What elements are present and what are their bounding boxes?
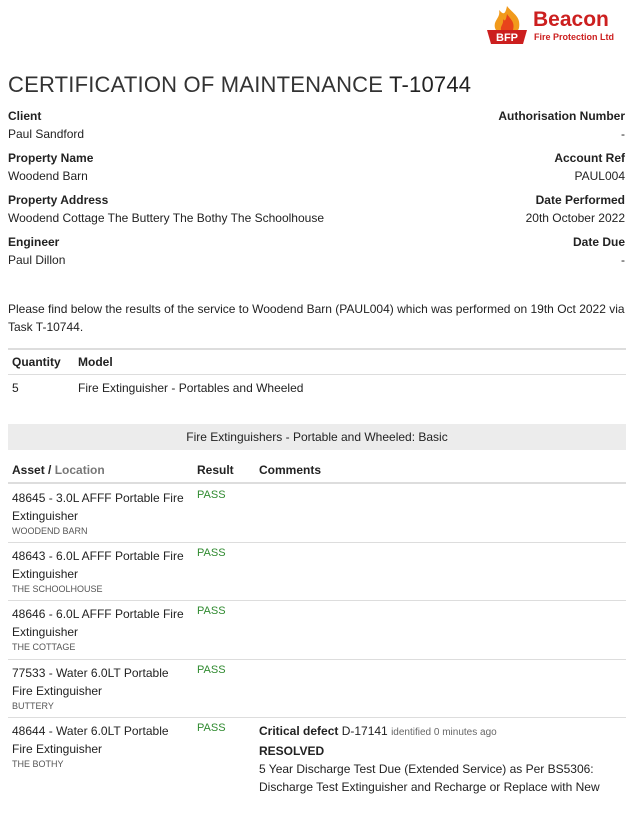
company-logo (483, 4, 623, 46)
date-due-value: - (621, 253, 625, 267)
asset-location: THE BOTHY (12, 759, 64, 769)
quantity-header: Quantity (8, 349, 74, 375)
client-value: Paul Sandford (8, 127, 85, 141)
authorisation-number-label: Authorisation Number (498, 109, 625, 123)
location-header: Location (54, 463, 105, 477)
result-badge: PASS (197, 664, 226, 676)
header-separator: / (48, 463, 52, 477)
defect-identified-time: identified 0 minutes ago (391, 727, 497, 738)
assets-header-row (8, 458, 626, 484)
account-ref-value: PAUL004 (574, 169, 625, 183)
property-address-label: Property Address (8, 193, 109, 207)
result-header: Result (197, 463, 234, 477)
comments-header: Comments (259, 463, 322, 477)
defect-id: D-17141 (341, 724, 388, 738)
page-title (8, 72, 471, 98)
intro-text: Please find below the results of the service to Woodend Barn (PAUL004) which was performed on 19th Oct 2022 via Task T-10744. (8, 302, 625, 334)
asset-location: THE COTTAGE (12, 642, 76, 652)
date-due-label: Date Due (572, 235, 625, 249)
account-ref-label: Account Ref (554, 151, 625, 165)
model-cell: Fire Extinguisher - Portables and Wheeled (78, 381, 304, 395)
result-badge: PASS (197, 722, 226, 734)
quantity-cell: 5 (12, 381, 19, 395)
table-row (8, 601, 626, 660)
authorisation-number-value: - (621, 127, 625, 141)
task-number: T-10744 (389, 72, 472, 97)
client-label: Client (8, 109, 42, 123)
defect-status: RESOLVED (259, 744, 325, 758)
asset-name: 77533 - Water 6.0LT Portable Fire Extinguisher (12, 666, 169, 698)
result-badge: PASS (197, 547, 226, 559)
date-performed-label: Date Performed (535, 193, 625, 207)
models-header-row (8, 349, 626, 375)
table-row (8, 485, 626, 543)
brand-subtitle: Fire Protection Ltd (534, 32, 615, 42)
models-table (8, 348, 626, 401)
certificate-info (8, 108, 625, 276)
defect-description: 5 Year Discharge Test Due (Extended Service) as Per BS5306: Discharge Test Extinguisher and Recharge or Replace with New (259, 762, 600, 794)
table-row (8, 375, 626, 402)
result-badge: PASS (197, 489, 226, 501)
logo-badge-text: BFP (496, 32, 518, 44)
asset-location: THE SCHOOLHOUSE (12, 584, 103, 594)
info-row-property (8, 150, 625, 192)
asset-name: 48643 - 6.0L AFFF Portable Fire Extinguisher (12, 549, 184, 581)
date-performed-value: 20th October 2022 (525, 211, 625, 225)
property-name-label: Property Name (8, 151, 94, 165)
defect-label: Critical defect (259, 724, 339, 738)
asset-header: Asset (12, 463, 45, 477)
asset-name: 48644 - Water 6.0LT Portable Fire Extinguisher (12, 724, 169, 756)
result-badge: PASS (197, 605, 226, 617)
section-header: Fire Extinguishers - Portable and Wheeled: Basic (8, 424, 626, 450)
title-prefix: CERTIFICATION OF MAINTENANCE (8, 72, 384, 97)
brand-name: Beacon (533, 8, 609, 31)
asset-name: 48646 - 6.0L AFFF Portable Fire Extinguisher (12, 607, 184, 639)
flame-logo-icon (483, 4, 531, 46)
table-row (8, 660, 626, 718)
info-row-engineer (8, 234, 625, 276)
asset-location: BUTTERY (12, 701, 54, 711)
property-address-value: Woodend Cottage The Buttery The Bothy The Schoolhouse (8, 211, 324, 225)
asset-location-header (12, 463, 105, 477)
info-row-client (8, 108, 625, 150)
property-name-value: Woodend Barn (8, 169, 88, 183)
engineer-value: Paul Dillon (8, 253, 66, 267)
engineer-label: Engineer (8, 235, 60, 249)
defect-comment (259, 722, 624, 796)
info-row-address (8, 192, 625, 234)
model-header: Model (74, 349, 626, 375)
table-row (8, 718, 626, 818)
asset-location: WOODEND BARN (12, 526, 88, 536)
table-row (8, 543, 626, 601)
asset-name: 48645 - 3.0L AFFF Portable Fire Extinguisher (12, 491, 184, 523)
